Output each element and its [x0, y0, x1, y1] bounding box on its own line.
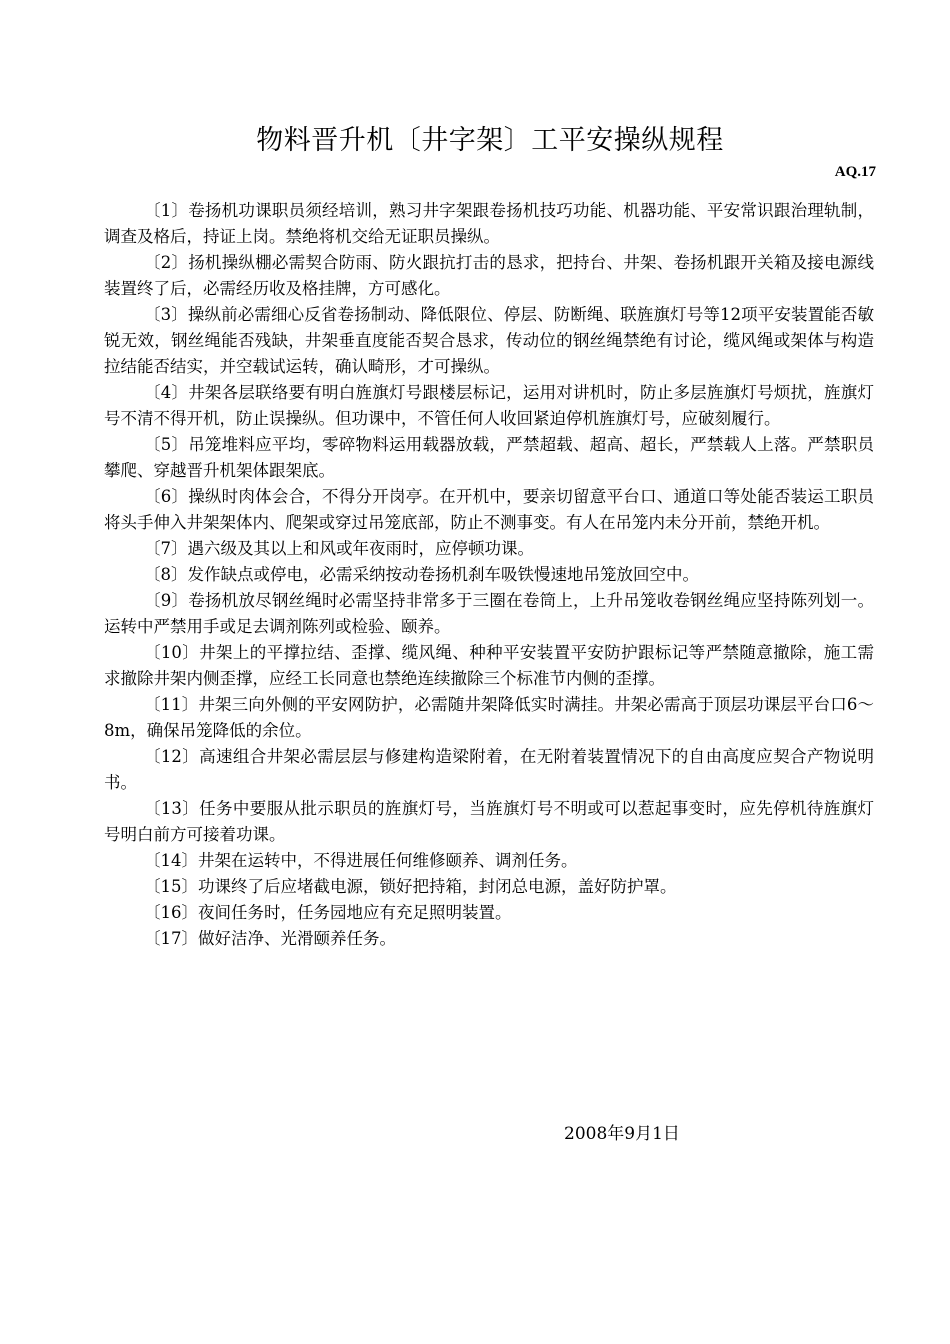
- regulation-item-16: 〔16〕夜间任务时，任务园地应有充足照明装置。: [144, 903, 512, 922]
- regulation-item-10: 〔10〕井架上的平撑拉结、歪撑、缆风绳、种种平安装置平安防护跟标记等严禁随意撤除，施工需求撤除井架内侧歪撑，应经工长同意也禁绝连续撤除三个标准节内侧的歪撑。: [104, 643, 874, 688]
- document-code: AQ.17: [834, 164, 876, 180]
- document-title: 物料晋升机〔井字架〕工平安操纵规程: [256, 125, 724, 156]
- regulation-item-14: 〔14〕井架在运转中，不得进展任何维修颐养、调剂任务。: [144, 851, 578, 870]
- regulation-item-13: 〔13〕任务中要服从批示职员的旌旗灯号，当旌旗灯号不明或可以惹起事变时，应先停机待旌旗灯号明白前方可接着功课。: [104, 799, 874, 844]
- regulation-item-6: 〔6〕操纵时肉体会合，不得分开岗亭。在开机中，要亲切留意平台口、通道口等处能否装运工职员将头手伸入井架架体内、爬架或穿过吊笼底部，防止不测事变。有人在吊笼内未分开前，禁绝开机。: [104, 487, 874, 532]
- regulation-item-15: 〔15〕功课终了后应堵截电源，锁好把持箱，封闭总电源，盖好防护罩。: [144, 877, 677, 896]
- regulation-item-7: 〔7〕遇六级及其以上和风或年夜雨时，应停顿功课。: [144, 539, 534, 558]
- regulation-item-5: 〔5〕吊笼堆料应平均，零碎物料运用载器放载，严禁超载、超高、超长，严禁载人上落。严禁职员攀爬、穿越晋升机架体跟架底。: [104, 435, 874, 480]
- document-date: 2008年9月1日: [564, 1124, 680, 1144]
- regulation-item-4: 〔4〕井架各层联络要有明白旌旗灯号跟楼层标记，运用对讲机时，防止多层旌旗灯号烦扰，旌旗灯号不清不得开机，防止误操纵。但功课中，不管任何人收回紧迫停机旌旗灯号，应破刻履行。: [104, 383, 874, 428]
- regulation-item-12: 〔12〕高速组合井架必需层层与修建构造梁附着，在无附着装置情况下的自由高度应契合产物说明书。: [104, 747, 874, 792]
- regulation-item-17: 〔17〕做好洁净、光滑颐养任务。: [144, 929, 396, 948]
- regulation-item-3: 〔3〕操纵前必需细心反省卷扬制动、降低限位、停层、防断绳、联旌旗灯号等12项平安装置能否敏锐无效，钢丝绳能否残缺，井架垂直度能否契合恳求，传动位的钢丝绳禁绝有讨论，缆风绳或架体与构造拉结能否结实，并空载试运转，确认畸形，才可操纵。: [104, 305, 874, 376]
- regulation-item-8: 〔8〕发作缺点或停电，必需采纳按动卷扬机刹车吸铁慢速地吊笼放回空中。: [144, 565, 699, 584]
- regulation-item-2: 〔2〕扬机操纵棚必需契合防雨、防火跟抗打击的恳求，把持台、井架、卷扬机跟开关箱及接电源线装置终了后，必需经历收及格挂牌，方可感化。: [104, 253, 874, 298]
- regulation-item-11: 〔11〕井架三向外侧的平安网防护，必需随井架降低实时满挂。井架必需高于顶层功课层平台口6～8m，确保吊笼降低的余位。: [104, 695, 874, 740]
- regulation-item-9: 〔9〕卷扬机放尽钢丝绳时必需坚持非常多于三圈在卷筒上，上升吊笼收卷钢丝绳应坚持陈列划一。运转中严禁用手或足去调剂陈列或检验、颐养。: [104, 591, 874, 636]
- regulation-list: [104, 198, 874, 952]
- regulation-item-1: 〔1〕卷扬机功课职员须经培训，熟习井字架跟卷扬机技巧功能、机器功能、平安常识跟治理轨制，调查及格后，持证上岗。禁绝将机交给无证职员操纵。: [104, 201, 874, 246]
